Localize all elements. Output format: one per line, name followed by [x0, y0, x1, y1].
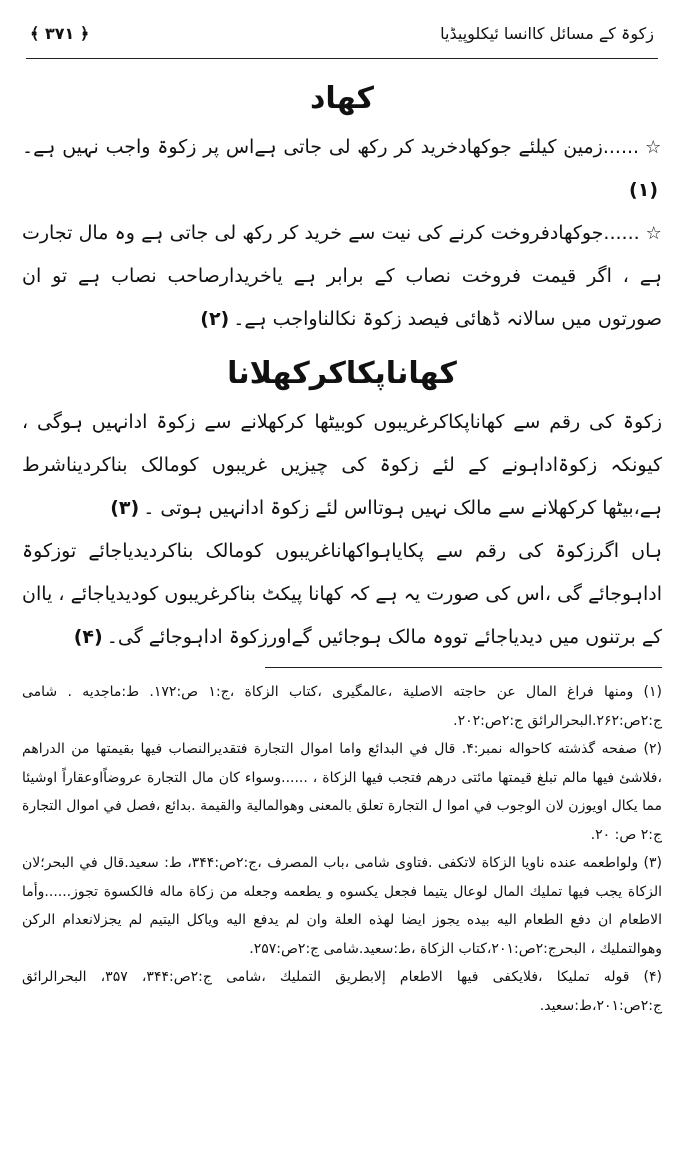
paragraph-text: زکوۃ کی رقم سے کھاناپکاکرغریبوں کوبیٹھا کرکھلانے سے زکوۃ ادانہیں ہوگی ، کیونکہ زکوۃاداہونے کے لئے زکوۃ کی چیزیں غریبوں کومالک بناکردیناشرط ہے،بیٹھا کرکھلانے سے مالک نہیں ہوتااس لئے زکوۃ ادانہیں ہوتی ۔ — [22, 411, 662, 519]
footnote-4: (۴) قوله تمليكا ،فلايكفى فيها الاطعام إلابطريق التمليك ،شامی ج:۲ص:۳۴۴، ۳۵۷، البحرالرائق ج:۲ص:۲۰۱،ط:سعيد. — [22, 969, 663, 1014]
paragraph-text: ......جوکھادفروخت کرنے کی نیت سے خرید کر رکھ لی جاتی ہے وہ مال تجارت ہے ، اگر قیمت فروخت نصاب کے برابر ہے یاخریدارصاحب نصاب ہے تو ان صورتوں میں سالانہ ڈھائی فیصد زکوۃ نکالناواجب ہے۔ — [22, 222, 662, 330]
footnote-1: (۱) ومنها فراغ المال عن حاجته الاصلية ،عالمگیری ،کتاب الزكاة ،ج:۱ ص:۱۷۲. ط:ماجدیه . شامی ج:۲ص:۲۶۲.البحرالرائق ج:۲ص:۲۰۲. — [22, 684, 663, 729]
paragraph — [22, 126, 662, 212]
paragraph — [22, 530, 662, 659]
footnote-ref[interactable]: (۲) — [200, 308, 230, 330]
footnote-divider — [265, 667, 662, 668]
page-content — [22, 66, 662, 1020]
star-icon: ☆ — [645, 137, 662, 158]
footnote-ref[interactable]: (۳) — [110, 497, 140, 519]
footnote-ref[interactable]: (۱) — [629, 179, 658, 201]
section-title-food: کھاناپکاکرکھلانا — [227, 356, 457, 391]
footnote-ref[interactable]: (۴) — [73, 626, 103, 648]
running-title: زکوۃ کے مسائل کاانسا ئیکلوپیڈیا — [440, 24, 654, 43]
page-number: ﴾ ۳۷۱ ﴿ — [30, 24, 90, 43]
star-icon: ☆ — [645, 223, 662, 244]
paragraph-text: ......زمین کیلئے جوکھادخرید کر رکھ لی جاتی ہےاس پر زکوۃ واجب نہیں ہے۔ — [22, 136, 640, 158]
page-header — [26, 22, 658, 59]
section-title-khad: کھاد — [310, 81, 374, 116]
footnote-3: (۳) ولواطعمه عنده ناويا الزكاة لاتكفى .فتاوى شامى ،باب المصرف ،ج:۲ص:۳۴۴، ط: سعيد.قال في البحر؛لان الزكاة يجب فيها تمليك المال لوعال يتيما فجعل يكسوه و يطعمه وجعله من زكاة ماله فالكسوة تجوز......وأما الاطعام ان دفع الطعام اليه بيده يجوز ايضا لهذه العلة وان لم يدفع اليه وياكل اليتيم لم يجزلانعدام الركن وهوالتمليك ، البحرج:۲ص:۲۰۱،کتاب الزكاة ،ط:سعيد.شامى ج:۲ص:۲۵۷. — [22, 855, 662, 957]
paragraph — [22, 212, 662, 341]
paragraph-text: ہاں اگرزکوۃ کی رقم سے پکایاہواکھاناغریبوں کومالک بناکردیدیاجائے توزکوۃ اداہوجائے گی ،اس کی صورت یہ ہے کہ کھانا پیکٹ بناکرغریبوں کودیدیاجائے ، یاان کے برتنوں میں دیدیاجائے تووہ مالک ہوجائیں گےاورزکوۃ اداہوجائے گی۔ — [22, 540, 662, 648]
paragraph — [22, 401, 662, 530]
footnote-2: (۲) صفحه گذشته كاحواله نمبر:۴. قال في البدائع واما اموال التجارة فتقديرالنصاب فيها بقيمتها من الدراهم ،فلاشئ فيها مالم تبلغ قيمتها مائتى درهم فتجب فيها الزكاة ، ......وسواء كان مال التجارة عروضاًاوعقاراً اوشيئا مما يكال اويوزن لان الوجوب في اموا ل التجارة تعلق بالمعنى وهوالمالية والقيمة .بدائع ،فصل في اموال التجارة ج:۲ ص: ۲۰. — [22, 741, 662, 843]
